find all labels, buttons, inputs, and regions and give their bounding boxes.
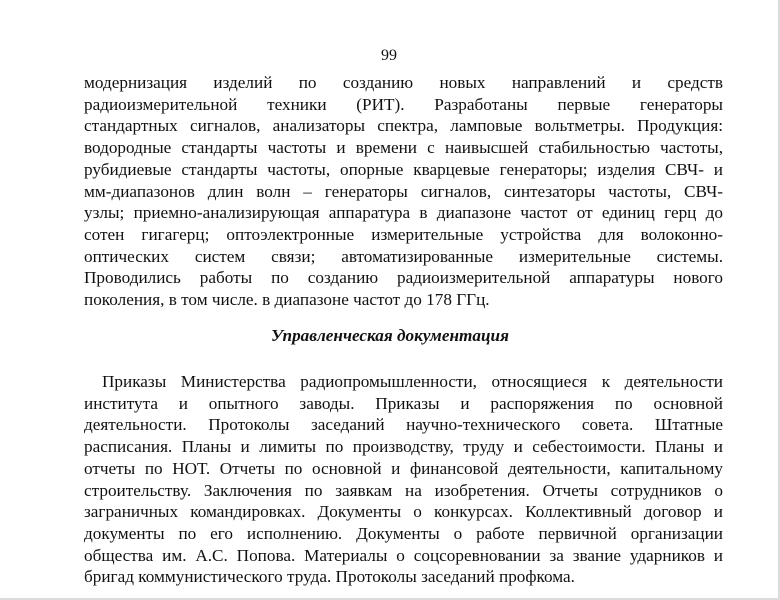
page-number: 99 (381, 47, 397, 64)
text-line: заграничных командировках. Документы о конкурсах. Коллективный договор и (84, 502, 723, 522)
text-line: Проводились работы по созданию радиоизмерительной аппаратуры нового (84, 268, 723, 288)
text-line: строительству. Заключения по заявкам на изобретения. Отчеты сотрудников о (84, 480, 723, 500)
text-line: отчеты по НОТ. Отчеты по основной и финансовой деятельности, капитальному (84, 458, 723, 478)
text-line: радиоизмерительной техники (РИТ). Разработаны первые генераторы (84, 94, 723, 114)
text-line: модернизация изделий по созданию новых направлений и средств (84, 73, 723, 92)
text-line: института и опытного заводы. Приказы и распоряжения по основной (84, 393, 723, 413)
text-line: документы по его исполнению. Документы о работе первичной организации (84, 523, 723, 543)
text-line: деятельности. Протоколы заседаний научно-технического совета. Штатные (84, 415, 723, 435)
text-line: общества им. А.С. Попова. Материалы о соцсоревновании за звание ударников и (84, 545, 723, 565)
text-line: расписания. Планы и лимиты по производству, труду и себестоимости. Планы и (84, 437, 723, 457)
section-heading: Управленческая документация (271, 326, 509, 345)
paragraph-documentation (84, 371, 723, 588)
text-line: Приказы Министерства радиопромышленности, относящиеся к деятельности (102, 372, 723, 391)
text-line: мм-диапазонов длин волн – генераторы сигналов, синтезаторы частоты, СВЧ- (84, 181, 723, 201)
text-line: бригад коммунистического труда. Протоколы заседаний профкома. (84, 567, 575, 587)
text-line: оптических систем связи; автоматизированные измерительные системы. (84, 246, 723, 266)
paragraph-intro (84, 72, 723, 311)
text-line: рубидиевые стандарты частоты, опорные кварцевые генераторы; изделия СВЧ- и (84, 159, 723, 179)
text-line: стандартных сигналов, анализаторы спектра, ламповые вольтметры. Продукция: (84, 116, 723, 136)
text-line: водородные стандарты частоты и времени с наивысшей стабильностью частоты, (84, 138, 723, 158)
text-line: сотен гигагерц; оптоэлектронные измерительные устройства для волоконно- (84, 224, 723, 244)
text-line: узлы; приемно-анализирующая аппаратура в диапазоне частот от единиц герц до (84, 203, 723, 223)
text-line: поколения, в том числе. в диапазоне частот до 178 ГГц. (84, 290, 490, 310)
text-line-first (84, 371, 723, 393)
